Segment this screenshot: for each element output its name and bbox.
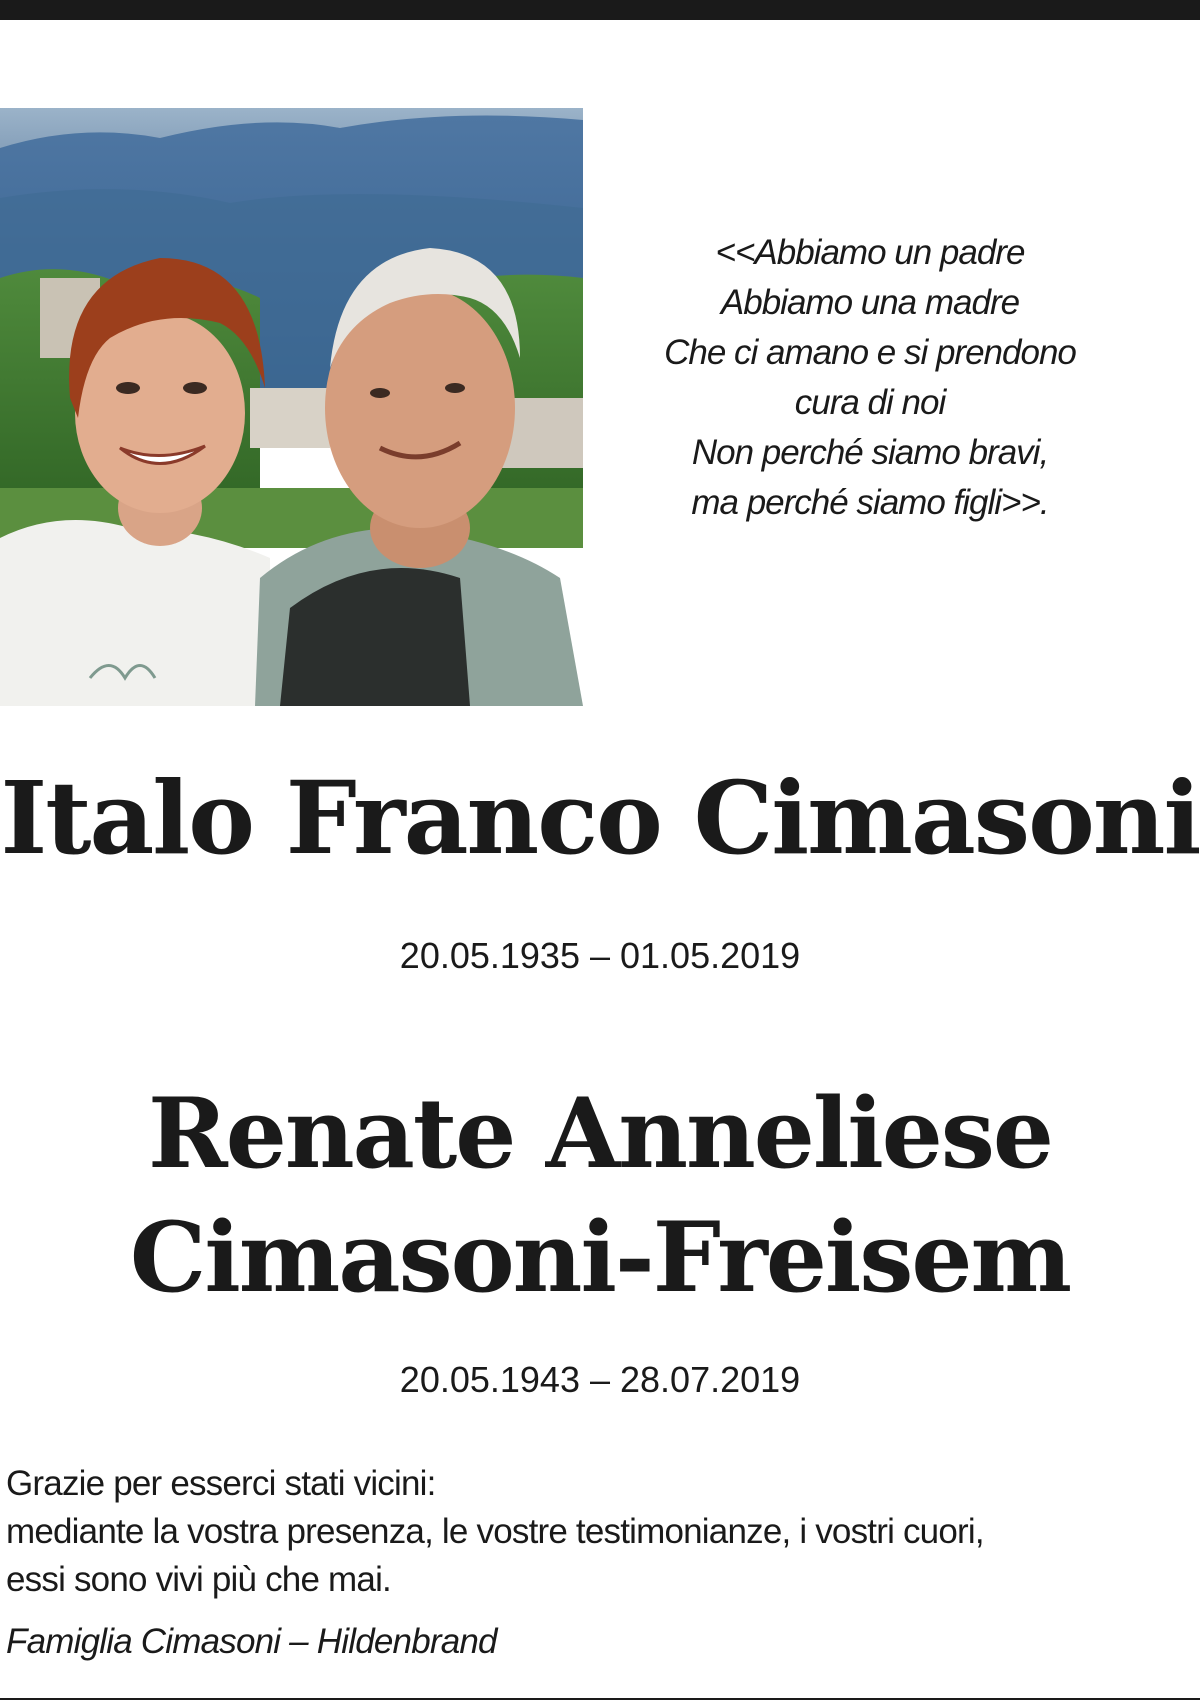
couple-photo-image — [0, 108, 583, 706]
deceased-dates-renate: 20.05.1943 – 28.07.2019 — [399, 1359, 801, 1400]
quote-line: cura di noi — [794, 383, 946, 422]
family-signature: Famiglia Cimasoni – Hildenbrand — [6, 1622, 497, 1661]
quote-line: <<Abbiamo un padre — [715, 233, 1025, 272]
closing-line: essi sono vivi più che mai. — [6, 1560, 391, 1599]
deceased-name-renate — [0, 1072, 1200, 1320]
bottom-divider — [0, 1698, 1200, 1700]
deceased-name-line: Renate Anneliese — [148, 1077, 1052, 1190]
quote-line: Non perché siamo bravi, — [691, 433, 1049, 472]
quote-line: Che ci amano e si prendono — [664, 333, 1076, 372]
deceased-dates-italo: 20.05.1935 – 01.05.2019 — [399, 935, 801, 976]
closing-message — [6, 1460, 1196, 1604]
deceased-name-line: Cimasoni-Freisem — [129, 1201, 1071, 1314]
couple-photo — [0, 108, 583, 706]
quote-line: Abbiamo una madre — [720, 283, 1020, 322]
quote-line: ma perché siamo figli>>. — [691, 483, 1049, 522]
deceased-name-italo: Italo Franco Cimasoni — [0, 759, 1200, 877]
closing-line: Grazie per esserci stati vicini: — [6, 1464, 436, 1503]
quote-block — [600, 228, 1140, 528]
top-border-bar — [0, 0, 1200, 20]
closing-line: mediante la vostra presenza, le vostre testimonianze, i vostri cuori, — [6, 1512, 984, 1551]
